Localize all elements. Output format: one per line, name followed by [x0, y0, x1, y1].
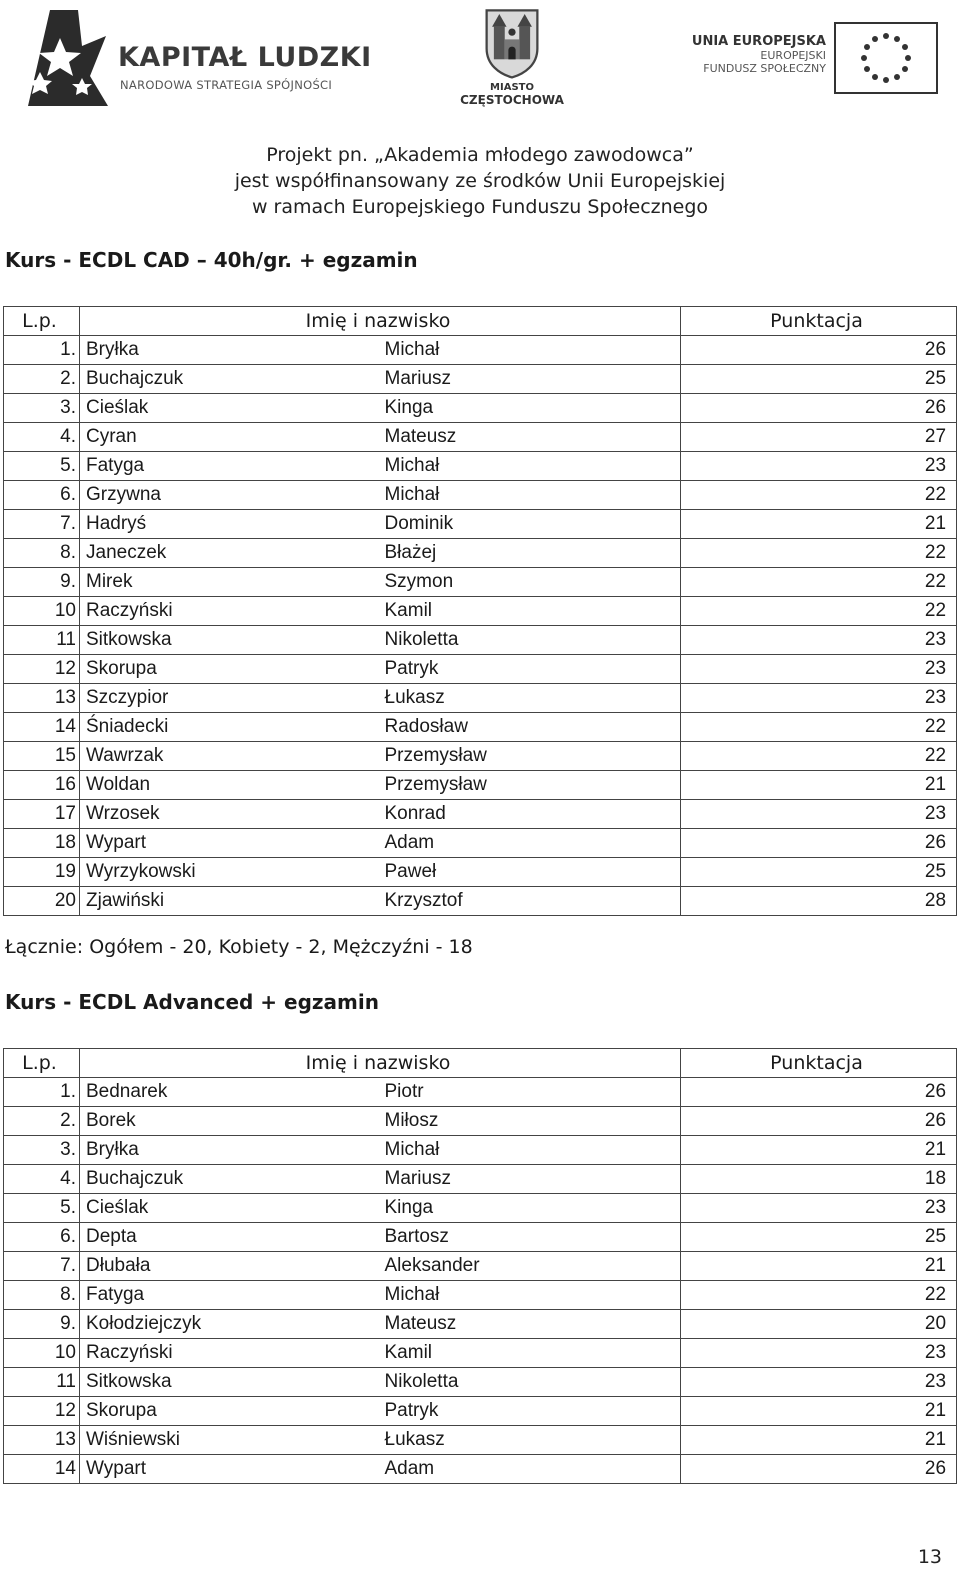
surname-cell: Raczyński [80, 1339, 379, 1368]
first-name-cell: Michał [379, 481, 681, 510]
surname-cell: Zjawiński [80, 887, 379, 916]
first-name-cell: Kinga [379, 394, 681, 423]
city-label-line2: CZĘSTOCHOWA [460, 93, 564, 107]
score-cell: 23 [681, 452, 957, 481]
table-row [4, 858, 957, 887]
score-cell: 26 [681, 1455, 957, 1484]
surname-cell: Hadryś [80, 510, 379, 539]
score-cell: 22 [681, 481, 957, 510]
first-name-cell: Krzysztof [379, 887, 681, 916]
course-title-advanced: Kurs - ECDL Advanced + egzamin [5, 990, 379, 1014]
table-row [4, 684, 957, 713]
table-row [4, 539, 957, 568]
row-number-cell: 6. [4, 481, 80, 510]
row-number-cell: 12 [4, 1397, 80, 1426]
eu-flag-icon [834, 22, 938, 94]
score-cell: 22 [681, 742, 957, 771]
row-number-cell: 7. [4, 510, 80, 539]
table-row [4, 742, 957, 771]
row-number-cell: 2. [4, 1107, 80, 1136]
score-cell: 23 [681, 800, 957, 829]
row-number-cell: 13 [4, 684, 80, 713]
row-number-cell: 17 [4, 800, 80, 829]
score-cell: 21 [681, 1426, 957, 1455]
first-name-cell: Paweł [379, 858, 681, 887]
project-line-2: jest współfinansowany ze środków Unii Europejskiej [234, 170, 726, 192]
surname-cell: Janeczek [80, 539, 379, 568]
surname-cell: Wypart [80, 829, 379, 858]
surname-cell: Cieślak [80, 1194, 379, 1223]
table-row [4, 1339, 957, 1368]
table-row [4, 771, 957, 800]
surname-cell: Dłubała [80, 1252, 379, 1281]
first-name-cell: Michał [379, 452, 681, 481]
first-name-cell: Kamil [379, 1339, 681, 1368]
table-row [4, 394, 957, 423]
first-name-cell: Miłosz [379, 1107, 681, 1136]
surname-cell: Borek [80, 1107, 379, 1136]
score-cell: 23 [681, 1368, 957, 1397]
score-cell: 18 [681, 1165, 957, 1194]
table-header-row [4, 1049, 957, 1078]
surname-cell: Cieślak [80, 394, 379, 423]
surname-cell: Mirek [80, 568, 379, 597]
table-row [4, 1136, 957, 1165]
table-row [4, 1078, 957, 1107]
kapital-ludzki-logo [20, 6, 372, 110]
table-row [4, 510, 957, 539]
surname-cell: Śniadecki [80, 713, 379, 742]
row-number-cell: 3. [4, 394, 80, 423]
row-number-cell: 4. [4, 423, 80, 452]
table-row [4, 1397, 957, 1426]
first-name-cell: Aleksander [379, 1252, 681, 1281]
row-number-cell: 14 [4, 1455, 80, 1484]
results-table-advanced [3, 1048, 957, 1484]
surname-cell: Bryłka [80, 1136, 379, 1165]
first-name-cell: Mariusz [379, 1165, 681, 1194]
table-row [4, 829, 957, 858]
column-header-score: Punktacja [681, 307, 957, 336]
participants-summary: Łącznie: Ogółem - 20, Kobiety - 2, Mężczyźni - 18 [5, 936, 473, 958]
first-name-cell: Radosław [379, 713, 681, 742]
first-name-cell: Bartosz [379, 1223, 681, 1252]
score-cell: 22 [681, 597, 957, 626]
first-name-cell: Kamil [379, 597, 681, 626]
surname-cell: Buchajczuk [80, 1165, 379, 1194]
first-name-cell: Konrad [379, 800, 681, 829]
table-row [4, 568, 957, 597]
first-name-cell: Adam [379, 829, 681, 858]
first-name-cell: Dominik [379, 510, 681, 539]
table-row [4, 365, 957, 394]
surname-cell: Bednarek [80, 1078, 379, 1107]
score-cell: 27 [681, 423, 957, 452]
score-cell: 21 [681, 771, 957, 800]
table-row [4, 713, 957, 742]
course-title-cad: Kurs - ECDL CAD – 40h/gr. + egzamin [5, 248, 418, 272]
row-number-cell: 5. [4, 1194, 80, 1223]
row-number-cell: 11 [4, 626, 80, 655]
first-name-cell: Nikoletta [379, 626, 681, 655]
kapital-ludzki-subtitle: NARODOWA STRATEGIA SPÓJNOŚCI [120, 78, 333, 92]
row-number-cell: 7. [4, 1252, 80, 1281]
row-number-cell: 20 [4, 887, 80, 916]
first-name-cell: Łukasz [379, 684, 681, 713]
project-line-3: w ramach Europejskiego Funduszu Społecznego [251, 196, 709, 218]
row-number-cell: 14 [4, 713, 80, 742]
surname-cell: Raczyński [80, 597, 379, 626]
table-row [4, 1368, 957, 1397]
table-row [4, 655, 957, 684]
surname-cell: Wawrzak [80, 742, 379, 771]
table-row [4, 1455, 957, 1484]
row-number-cell: 5. [4, 452, 80, 481]
surname-cell: Skorupa [80, 1397, 379, 1426]
surname-cell: Sitkowska [80, 1368, 379, 1397]
table-row [4, 1223, 957, 1252]
row-number-cell: 12 [4, 655, 80, 684]
surname-cell: Woldan [80, 771, 379, 800]
row-number-cell: 8. [4, 1281, 80, 1310]
table-row [4, 1310, 957, 1339]
first-name-cell: Błażej [379, 539, 681, 568]
table-header-row [4, 307, 957, 336]
table-row [4, 1165, 957, 1194]
table-row [4, 452, 957, 481]
surname-cell: Fatyga [80, 1281, 379, 1310]
row-number-cell: 19 [4, 858, 80, 887]
first-name-cell: Mateusz [379, 1310, 681, 1339]
table-row [4, 1194, 957, 1223]
first-name-cell: Nikoletta [379, 1368, 681, 1397]
header-logos [0, 0, 960, 120]
surname-cell: Fatyga [80, 452, 379, 481]
row-number-cell: 16 [4, 771, 80, 800]
table-row [4, 481, 957, 510]
score-cell: 21 [681, 1252, 957, 1281]
score-cell: 25 [681, 365, 957, 394]
score-cell: 26 [681, 1078, 957, 1107]
row-number-cell: 10 [4, 597, 80, 626]
eu-label-line3: FUNDUSZ SPOŁECZNY [703, 62, 826, 75]
first-name-cell: Piotr [379, 1078, 681, 1107]
row-number-cell: 15 [4, 742, 80, 771]
score-cell: 23 [681, 626, 957, 655]
table-row [4, 887, 957, 916]
surname-cell: Wyrzykowski [80, 858, 379, 887]
row-number-cell: 18 [4, 829, 80, 858]
results-table-cad [3, 306, 957, 916]
eu-label-line1: UNIA EUROPEJSKA [691, 34, 826, 49]
first-name-cell: Adam [379, 1455, 681, 1484]
surname-cell: Wrzosek [80, 800, 379, 829]
row-number-cell: 1. [4, 336, 80, 365]
column-header-score: Punktacja [681, 1049, 957, 1078]
row-number-cell: 13 [4, 1426, 80, 1455]
score-cell: 22 [681, 539, 957, 568]
surname-cell: Grzywna [80, 481, 379, 510]
score-cell: 21 [681, 1136, 957, 1165]
score-cell: 26 [681, 394, 957, 423]
first-name-cell: Michał [379, 336, 681, 365]
project-statement [0, 142, 960, 220]
row-number-cell: 11 [4, 1368, 80, 1397]
score-cell: 22 [681, 568, 957, 597]
first-name-cell: Michał [379, 1136, 681, 1165]
score-cell: 22 [681, 1281, 957, 1310]
score-cell: 25 [681, 858, 957, 887]
first-name-cell: Patryk [379, 655, 681, 684]
first-name-cell: Mariusz [379, 365, 681, 394]
first-name-cell: Mateusz [379, 423, 681, 452]
column-header-lp: L.p. [4, 1049, 80, 1078]
row-number-cell: 2. [4, 365, 80, 394]
table-row [4, 1107, 957, 1136]
score-cell: 26 [681, 829, 957, 858]
first-name-cell: Michał [379, 1281, 681, 1310]
kapital-ludzki-mark-icon [20, 6, 110, 110]
surname-cell: Szczypior [80, 684, 379, 713]
city-label-line1: MIASTO [490, 82, 534, 93]
table-row [4, 626, 957, 655]
page-number: 13 [917, 1546, 942, 1568]
score-cell: 26 [681, 336, 957, 365]
surname-cell: Bryłka [80, 336, 379, 365]
first-name-cell: Patryk [379, 1397, 681, 1426]
row-number-cell: 4. [4, 1165, 80, 1194]
kapital-ludzki-title: KAPITAŁ LUDZKI [118, 42, 372, 73]
score-cell: 21 [681, 1397, 957, 1426]
score-cell: 20 [681, 1310, 957, 1339]
score-cell: 23 [681, 655, 957, 684]
surname-cell: Depta [80, 1223, 379, 1252]
first-name-cell: Łukasz [379, 1426, 681, 1455]
row-number-cell: 3. [4, 1136, 80, 1165]
table-row [4, 1252, 957, 1281]
row-number-cell: 8. [4, 539, 80, 568]
first-name-cell: Przemysław [379, 771, 681, 800]
score-cell: 23 [681, 684, 957, 713]
column-header-lp: L.p. [4, 307, 80, 336]
surname-cell: Kołodziejczyk [80, 1310, 379, 1339]
surname-cell: Wypart [80, 1455, 379, 1484]
score-cell: 28 [681, 887, 957, 916]
first-name-cell: Szymon [379, 568, 681, 597]
city-crest-icon [483, 6, 541, 80]
surname-cell: Wiśniewski [80, 1426, 379, 1455]
table-row [4, 597, 957, 626]
column-header-name: Imię i nazwisko [80, 307, 681, 336]
table-row [4, 423, 957, 452]
score-cell: 26 [681, 1107, 957, 1136]
eu-logo [686, 22, 940, 96]
row-number-cell: 9. [4, 1310, 80, 1339]
row-number-cell: 6. [4, 1223, 80, 1252]
project-line-1: Projekt pn. „Akademia młodego zawodowca” [266, 144, 694, 166]
table-row [4, 1281, 957, 1310]
score-cell: 23 [681, 1194, 957, 1223]
score-cell: 25 [681, 1223, 957, 1252]
czestochowa-logo [452, 6, 572, 116]
table-row [4, 800, 957, 829]
score-cell: 23 [681, 1339, 957, 1368]
surname-cell: Cyran [80, 423, 379, 452]
score-cell: 21 [681, 510, 957, 539]
column-header-name: Imię i nazwisko [80, 1049, 681, 1078]
row-number-cell: 1. [4, 1078, 80, 1107]
first-name-cell: Przemysław [379, 742, 681, 771]
surname-cell: Sitkowska [80, 626, 379, 655]
surname-cell: Skorupa [80, 655, 379, 684]
table-row [4, 336, 957, 365]
first-name-cell: Kinga [379, 1194, 681, 1223]
row-number-cell: 10 [4, 1339, 80, 1368]
row-number-cell: 9. [4, 568, 80, 597]
eu-label-line2: EUROPEJSKI [760, 49, 826, 62]
score-cell: 22 [681, 713, 957, 742]
surname-cell: Buchajczuk [80, 365, 379, 394]
table-row [4, 1426, 957, 1455]
